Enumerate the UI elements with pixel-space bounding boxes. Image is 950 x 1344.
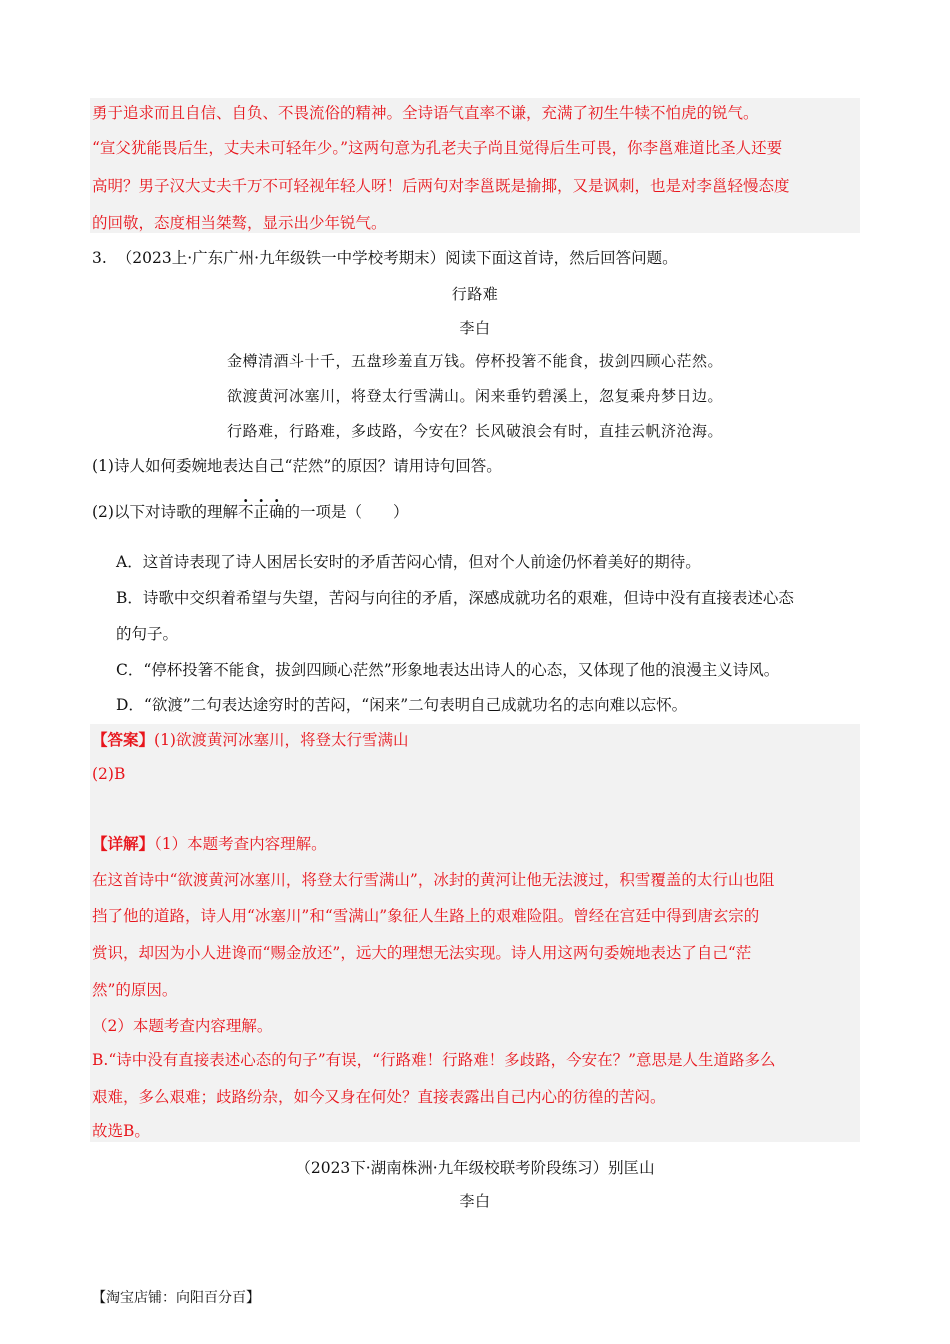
answer-box — [90, 724, 860, 1142]
detail-line-3: 赏识，却因为小人进谗而“赐金放还”，远大的理想无法实现。诗人用这两句委婉地表达了自己“茫 — [92, 944, 752, 962]
question-header — [92, 248, 678, 268]
question-source: （2023上·广东广州·九年级铁一中学校考期末）阅读下面这首诗，然后回答问题。 — [116, 249, 678, 267]
question-number: 3. — [92, 249, 107, 267]
emphasis-char: 不 — [237, 503, 254, 521]
option-c: C．“停杯投箸不能食，拔剑四顾心茫然”形象地表达出诗人的心态，又体现了他的浪漫主义诗风。 — [116, 661, 780, 679]
poem-line-3: 行路难，行路难，多歧路，今安在？长风破浪会有时，直挂云帆济沧海。 — [226, 422, 723, 440]
option-a: A．这首诗表现了诗人困居长安时的矛盾苦闷心情，但对个人前途仍怀着美好的期待。 — [116, 553, 701, 571]
option-b: B．诗歌中交织着希望与失望，苦闷与向往的矛盾，深感成就功名的艰难，但诗中没有直接表述心态 — [116, 589, 794, 607]
answer-line-1: 【答案】(1)欲渡黄河冰塞川，将登太行雪满山 — [92, 730, 409, 749]
analysis-line-3: 高明？男子汉大丈夫千万不可轻视年轻人呀！后两句对李邕既是揄揶，又是讽刺，也是对李邕轻慢态度 — [92, 177, 790, 195]
emphasis-char: 确 — [269, 503, 285, 521]
option-b-cont: 的句子。 — [116, 625, 179, 643]
answer-line-2: (2)B — [92, 765, 126, 783]
next-source-title: （2023下·湖南株洲·九年级校联考阶段练习）别匡山 — [295, 1159, 655, 1177]
detail-line-8: 故选B。 — [92, 1122, 150, 1140]
analysis-line-4: 的回敬，态度相当桀骜，显示出少年锐气。 — [92, 214, 387, 232]
sub-question-1: (1)诗人如何委婉地表达自己“茫然”的原因？请用诗句回答。 — [92, 457, 502, 475]
emphasis-char: 正 — [253, 503, 269, 521]
detail-line-0: 【详解】（1）本题考查内容理解。 — [92, 834, 327, 853]
detail-line-6: B.“诗中没有直接表述心态的句子”有误，“行路难！行路难！多歧路，今安在？”意思是人生道路多么 — [92, 1051, 776, 1069]
footer-shop: 【淘宝店铺：向阳百分百】 — [92, 1290, 260, 1306]
detail-line-1: 在这首诗中“欲渡黄河冰塞川，将登太行雪满山”，冰封的黄河让他无法渡过，积雪覆盖的太行山也阻 — [92, 871, 775, 889]
detail-label: 【详解】 — [92, 834, 155, 853]
detail-line-2: 挡了他的道路，诗人用“冰塞川”和“雪满山”象征人生路上的艰难险阻。曾经在宫廷中得到唐玄宗的 — [92, 907, 760, 925]
detail-line-4: 然”的原因。 — [92, 981, 178, 999]
option-d: D．“欲渡”二句表达途穷时的苦闷，“闲来”二句表明自己成就功名的志向难以忘怀。 — [116, 696, 688, 714]
answer-label: 【答案】 — [92, 730, 155, 749]
sub-question-2: (2)以下对诗歌的理解不正确的一项是（ ） — [92, 503, 409, 521]
poem-author: 李白 — [459, 319, 491, 337]
analysis-line-1: 勇于追求而且自信、自负、不畏流俗的精神。全诗语气直率不谦，充满了初生牛犊不怕虎的锐气。 — [92, 104, 759, 122]
poem-line-2: 欲渡黄河冰塞川，将登太行雪满山。闲来垂钓碧溪上，忽复乘舟梦日边。 — [226, 387, 723, 405]
detail-line-5: （2）本题考查内容理解。 — [92, 1017, 273, 1035]
detail-line-7: 艰难，多么艰难；歧路纷杂，如今又身在何处？直接表露出自己内心的彷徨的苦闷。 — [92, 1088, 666, 1106]
poem-title: 行路难 — [451, 285, 499, 303]
poem-line-1: 金樽清酒斗十千，五盘珍羞直万钱。停杯投箸不能食，拔剑四顾心茫然。 — [226, 352, 723, 370]
analysis-line-2: “宣父犹能畏后生，丈夫未可轻年少。”这两句意为孔老夫子尚且觉得后生可畏，你李邕难道比圣人还要 — [92, 139, 783, 157]
next-author: 李白 — [459, 1192, 491, 1210]
